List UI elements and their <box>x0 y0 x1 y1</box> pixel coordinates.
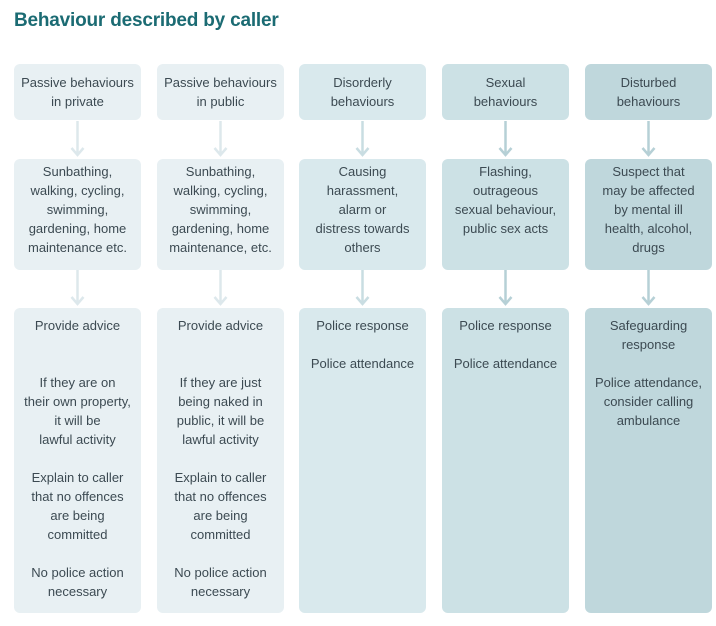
box-line: swimming, <box>189 202 252 217</box>
box-line: their own property, <box>24 394 131 409</box>
box-line: that no offences <box>31 489 124 504</box>
category-box <box>299 64 426 120</box>
box-line: Disorderly <box>333 75 392 90</box>
column-sexual <box>442 64 569 614</box>
box-line: it will be <box>54 413 101 428</box>
category-box <box>585 64 712 120</box>
response-lead: Police response <box>459 318 552 333</box>
box-line: Flashing, <box>479 164 532 179</box>
box-line: Explain to caller <box>31 470 124 485</box>
box-line: maintenance etc. <box>27 240 127 255</box>
examples-box <box>14 159 141 270</box>
box-line: in private <box>51 94 104 109</box>
box-line: If they are on <box>39 375 116 390</box>
arrow-down-icon <box>213 121 228 159</box>
box-line: public sex acts <box>462 221 549 236</box>
arrow-down-icon <box>641 270 656 308</box>
box-line: behaviours <box>473 94 538 109</box>
examples-box <box>585 159 712 270</box>
column-disorderly <box>299 64 426 614</box>
response-box <box>585 308 712 613</box>
box-line: swimming, <box>46 202 109 217</box>
box-line: Explain to caller <box>174 470 267 485</box>
box-line: walking, cycling, <box>173 183 268 198</box>
box-line: Police attendance <box>453 356 558 371</box>
response-lead: Provide advice <box>177 318 264 333</box>
arrow-down-icon <box>213 270 228 308</box>
box-line: walking, cycling, <box>30 183 125 198</box>
diagram-title: Behaviour described by caller <box>14 10 279 31</box>
box-line: behaviours <box>616 94 681 109</box>
arrow-down-icon <box>641 121 656 159</box>
box-line: that no offences <box>174 489 267 504</box>
box-line: gardening, home <box>28 221 127 236</box>
box-line: lawful activity <box>182 432 259 447</box>
response-box <box>157 308 284 613</box>
response-lead: response <box>621 337 676 352</box>
arrow-down-icon <box>498 270 513 308</box>
category-box <box>157 64 284 120</box>
box-line: health, alcohol, <box>604 221 693 236</box>
response-box <box>299 308 426 613</box>
box-line: Passive behaviours <box>164 75 277 90</box>
box-line: Causing <box>338 164 387 179</box>
box-line: No police action <box>31 565 124 580</box>
box-line: distress towards <box>315 221 410 236</box>
box-line: ambulance <box>616 413 681 428</box>
response-lead: Provide advice <box>34 318 121 333</box>
box-line: Sunbathing, <box>185 164 256 179</box>
box-line: If they are just <box>179 375 262 390</box>
response-box <box>442 308 569 613</box>
box-line: necessary <box>190 584 251 599</box>
response-lead: Police response <box>316 318 409 333</box>
box-line: necessary <box>47 584 108 599</box>
box-line: Police attendance, <box>595 375 702 390</box>
arrow-down-icon <box>70 121 85 159</box>
box-line: maintenance, etc. <box>169 240 272 255</box>
box-line: outrageous <box>472 183 539 198</box>
box-line: alarm or <box>338 202 387 217</box>
box-line: are being <box>193 508 248 523</box>
box-line: lawful activity <box>39 432 116 447</box>
examples-box <box>157 159 284 270</box>
box-line: No police action <box>174 565 267 580</box>
category-box <box>442 64 569 120</box>
examples-box <box>442 159 569 270</box>
box-line: drugs <box>632 240 665 255</box>
box-line: public, it will be <box>176 413 265 428</box>
box-line: others <box>344 240 381 255</box>
box-line: Suspect that <box>612 164 685 179</box>
box-line: gardening, home <box>171 221 270 236</box>
box-line: sexual behaviour, <box>454 202 557 217</box>
column-passive-public <box>157 64 284 614</box>
arrow-down-icon <box>355 121 370 159</box>
arrow-down-icon <box>70 270 85 308</box>
box-line: consider calling <box>603 394 694 409</box>
examples-box <box>299 159 426 270</box>
box-line: Sunbathing, <box>42 164 113 179</box>
box-line: by mental ill <box>614 202 683 217</box>
box-line: in public <box>196 94 245 109</box>
box-line: Sexual <box>485 75 526 90</box>
arrow-down-icon <box>498 121 513 159</box>
box-line: committed <box>47 527 108 542</box>
response-lead: Safeguarding <box>609 318 688 333</box>
column-disturbed <box>585 64 712 614</box>
response-box <box>14 308 141 613</box>
box-line: are being <box>50 508 105 523</box>
box-line: Passive behaviours <box>21 75 134 90</box>
box-line: harassment, <box>326 183 399 198</box>
arrow-down-icon <box>355 270 370 308</box>
box-line: being naked in <box>178 394 263 409</box>
column-passive-private <box>14 64 141 614</box>
box-line: Police attendance <box>310 356 415 371</box>
category-box <box>14 64 141 120</box>
box-line: Disturbed <box>620 75 677 90</box>
box-line: committed <box>190 527 251 542</box>
box-line: behaviours <box>330 94 395 109</box>
box-line: may be affected <box>602 183 695 198</box>
